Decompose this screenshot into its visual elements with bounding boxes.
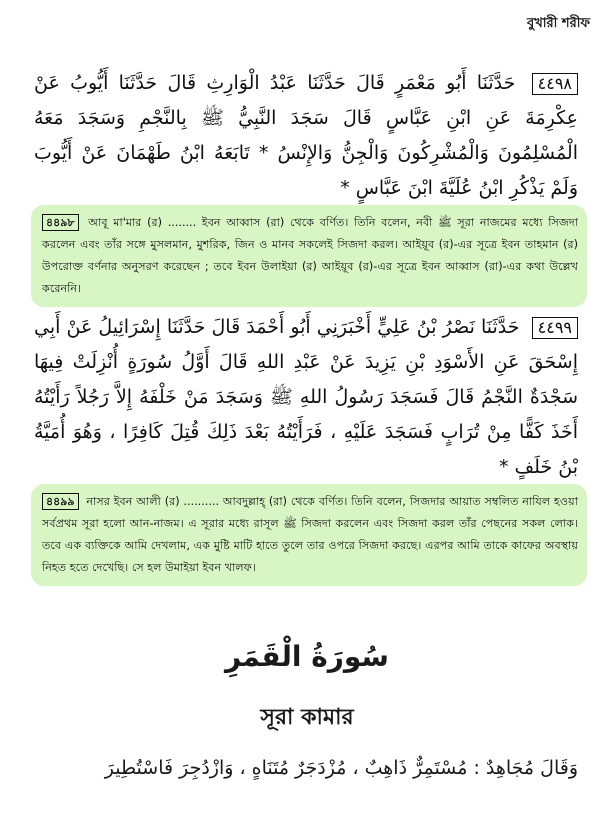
hadith-bangla-number-box: ৪৪৯৯ bbox=[42, 493, 79, 510]
hadith-bangla-4498 bbox=[34, 208, 584, 304]
running-header: বুখারী শরীফ bbox=[526, 16, 590, 31]
hadith-bangla-number-box: ৪৪৯৮ bbox=[42, 214, 79, 231]
hadith-number-box: ٤٤٩٨ bbox=[532, 73, 578, 95]
surah-bangla-title: সূরা কামার bbox=[260, 705, 354, 730]
hadith-arabic-4498 bbox=[34, 66, 578, 206]
hadith-bangla-text: আবূ মা'মার (র) ........ ইবন আব্বাস (রা) থেকে বর্ণিত। তিনি বলেন, নবী ﷺ সূরা নাজমের মধ্যে সিজদা করলেন এবং তাঁর সঙ্গে মুসলমান, মুশরিক, জিন ও মানব সকলেই সিজদা করল। আইয়ূব (র)-এর সূত্রে ইবন তাহমান (র) উপরোক্ত বর্ণনার অনুসরণ করেছেন ; তবে ইবন উলাইয়া (র) আইয়ূব (র)-এর সূত্রে ইবন আব্বাস (রা)-এর কথা উল্লেখ করেননি। bbox=[42, 216, 578, 295]
closing-arabic-line: وَقَالَ مُجَاهِدٌ : مُسْتَمِرٌّ ذَاهِبٌ ، مُزْدَجَرٌ مُتَنَاهٍ ، وَازْدُجِرَ فَاسْتُطِيرَ bbox=[104, 757, 578, 779]
hadith-bangla-text: নাসর ইবন আলী (র) .......... আবদুল্লাহ্ (রা) থেকে বর্ণিত। তিনি বলেন, সিজদার আয়াত সম্বলিত নাযিল হওয়া সর্বপ্রথম সূরা হলো আন-নাজম। এ সূরার মধ্যে রাসূল ﷺ সিজদা করলেন এবং সিজদা করল তাঁর পেছনের সকল লোক। তবে এক ব্যক্তিকে আমি দেখলাম, এক মুষ্টি মাটি হাতে তুলে তার ওপরে সিজদা করছে। এরপর আমি তাকে কাফের অবস্থায় নিহত হতে দেখেছি। সে হল উমাইয়া ইবন খালফ। bbox=[42, 495, 578, 574]
hadith-arabic-4499 bbox=[34, 310, 578, 485]
hadith-arabic-text: حَدَّثَنَا نَصْرُ بْنُ عَلِيٍّ أَخْبَرَنِي أَبُو أَحْمَدَ قَالَ حَدَّثَنَا إِسْرَائِيلُ عَنْ أَبِي إِسْحَقَ عَنِ الأَسْوَدِ بْنِ يَزِيدَ عَنْ عَبْدِ اللهِ قَالَ أَوَّلُ سُورَةٍ أُنْزِلَتْ فِيهَا سَجْدَةٌ النَّجْمُ قَالَ فَسَجَدَ رَسُولُ اللهِ ﷺ وَسَجَدَ مَنْ خَلْفَهُ إِلاَّ رَجُلاً رَأَيْتُهُ أَخَذَ كَفًّا مِنْ تُرَابٍ فَسَجَدَ عَلَيْهِ ، فَرَأَيْتُهُ بَعْدَ ذَلِكَ قُتِلَ كَافِرًا ، وَهُوَ أُمَيَّةُ بْنُ خَلَفٍ * bbox=[34, 316, 578, 478]
hadith-bangla-4499 bbox=[34, 487, 584, 583]
surah-arabic-title: سُورَةُ الْقَمَرِ bbox=[225, 640, 389, 673]
hadith-arabic-text: حَدَّثَنَا أَبُو مَعْمَرٍ قَالَ حَدَّثَنَا عَبْدُ الْوَارِثِ قَالَ حَدَّثَنَا أَيُّوبُ عَنْ عِكْرِمَةَ عَنِ ابْنِ عَبَّاسٍ قَالَ سَجَدَ النَّبِيُّ ﷺ بِالنَّجْمِ وَسَجَدَ مَعَهُ الْمُسْلِمُونَ وَالْمُشْرِكُونَ وَالْجِنُّ وَالإِنْسُ * تَابَعَهُ ابْنُ طَهْمَانَ عَنْ أَيُّوبَ وَلَمْ يَذْكُرِ ابْنُ عُلَيَّةَ ابْنَ عَبَّاسٍ * bbox=[34, 72, 578, 199]
hadith-number-box: ٤٤٩٩ bbox=[532, 317, 578, 339]
